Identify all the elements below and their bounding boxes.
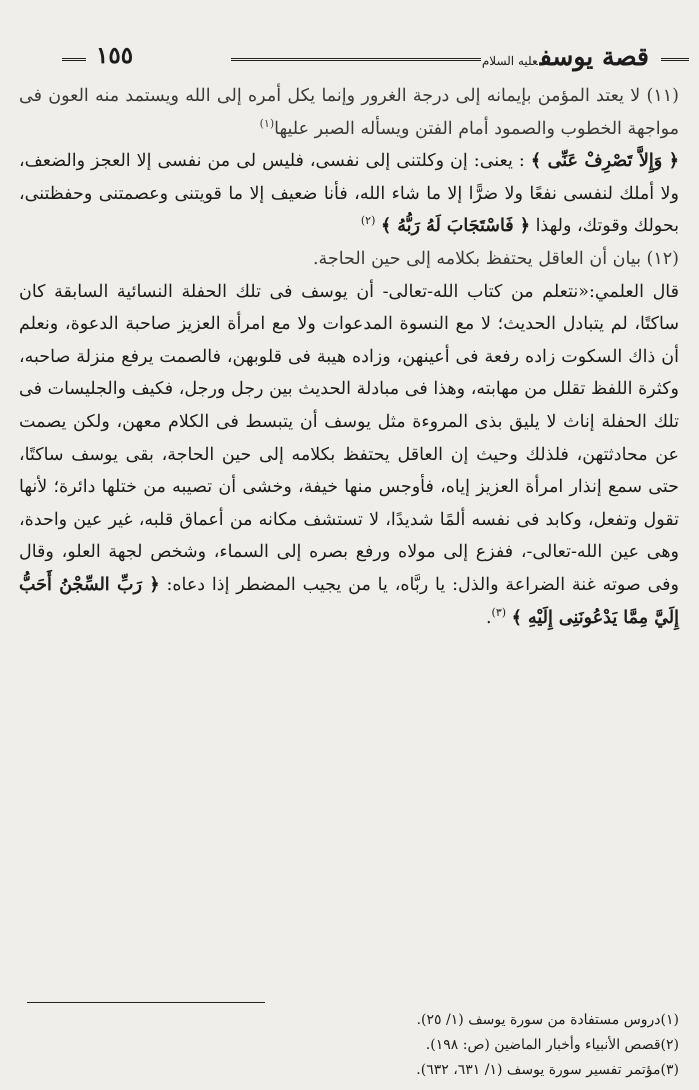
book-title-text: قصة يوسف (539, 42, 649, 71)
footnotes (24, 1008, 679, 1083)
footnote-ref-2: (٢) (360, 214, 376, 228)
quote-end: . (485, 607, 492, 628)
header-rule-left (62, 58, 86, 61)
book-title (482, 42, 649, 71)
quran-verse-2: ﴿ فَاسْتَجَابَ لَهُ رَبُّهُ ﴾ (380, 216, 530, 237)
paragraph-12: (١٢) بيان أن العاقل يحتفظ بكلامه إلى حين الحاجة. (312, 248, 679, 269)
footnote-3: (٣)مؤتمر تفسير سورة يوسف (١/ ٦٣١، ٦٣٢). (416, 1062, 679, 1078)
page-body (19, 80, 679, 634)
footnote-ref-1: (١) (259, 116, 275, 130)
footnote-2: (٢)قصص الأنبياء وأخبار الماضين (ص: ١٩٨). (425, 1037, 679, 1053)
quote-text: قال العلمي:«نتعلم من كتاب الله-تعالى- أن يوسف فى تلك الحفلة النسائية السابقة كان ساكتًا، لم يتبادل الحديث؛ لا مع النسوة المدعوات ولا مع امرأة العزيز صاحبة الدعوة، ونعلم أن ذاك السكوت زاده رفعة فى أعينهن، وزاده هيبة فى قلوبهن، فالصمت يرفع منزلة صاحبه، وكثرة اللفظ تقلل من مهابته، وهذا فى مبادلة الحديث بين رجل ورجل، فكيف والجليسات فى تلك الحفلة إناث لا يليق بذى المروءة مثل يوسف أن يتبسط فى الكلام معهن، ولكن يصمت عن محادثتهن، فلذلك وحيث إن العاقل يحتفظ بكلامه إلى حين الحاجة، بقى يوسف ساكتًا، حتى سمع إنذار امرأة العزيز إياه، فأوجس منها خيفة، وخشى أن تصيبه من ختلها دائرة؛ لأنها تقول وتفعل، وكابد فى نفسه ألمًا شديدًا، لا تستشف مكانه من أعماق قلبه، غير عين واحدة، وهى عين الله-تعالى-، ففزع إلى مولاه ورفع بصره إلى السماء، وشخص لجهة العلو، وقال وفى صوته غنة الضراعة والذل: يا ربَّاه، يا من يجيب المضطر إذا دعاه: (19, 281, 679, 595)
quran-verse-3: ﴿ رَبِّ السِّجْنُ أَحَبُّ إِلَيَّ مِمَّا يَدْعُونَنِى إِلَيْهِ ﴾ (19, 574, 679, 628)
footnote-1: (١)دروس مستفادة من سورة يوسف (١/ ٢٥). (416, 1012, 679, 1028)
paragraph-12-commentary (19, 276, 679, 635)
quran-verse-1: ﴿ وَإِلاَّ تَصْرِفْ عَنِّى ﴾ (530, 151, 679, 172)
footnote-rule (27, 1002, 265, 1003)
paragraph-11-text: (١١) لا يعتد المؤمن بإيمانه إلى درجة الغرور وإنما يكل أمره إلى الله ويستمد منه العون فى مواجهة الخطوب والصمود أمام الفتن ويسأله الصبر عليها (19, 86, 679, 139)
footnote-ref-3: (٣) (491, 605, 507, 619)
paragraph-11 (19, 80, 679, 145)
commentary-text: : يعنى: إن وكلتنى إلى نفسى، فليس لى من نفسى إلا العجز والضعف، ولا أملك لنفسى نفعًا ولا ضرًّا إلا ما شاء الله، فأنا ضعيف إلا ما قويتنى وعصمتنى وحفظتنى، بحولك وقوتك، ولهذا (19, 151, 679, 237)
page-number: ١٥٥ (96, 42, 134, 69)
page-header (24, 38, 689, 78)
paragraph-11-commentary (19, 145, 679, 243)
header-rule-middle (231, 58, 481, 61)
header-rule-right (661, 58, 689, 61)
honorific: عليه السلام (481, 54, 538, 68)
